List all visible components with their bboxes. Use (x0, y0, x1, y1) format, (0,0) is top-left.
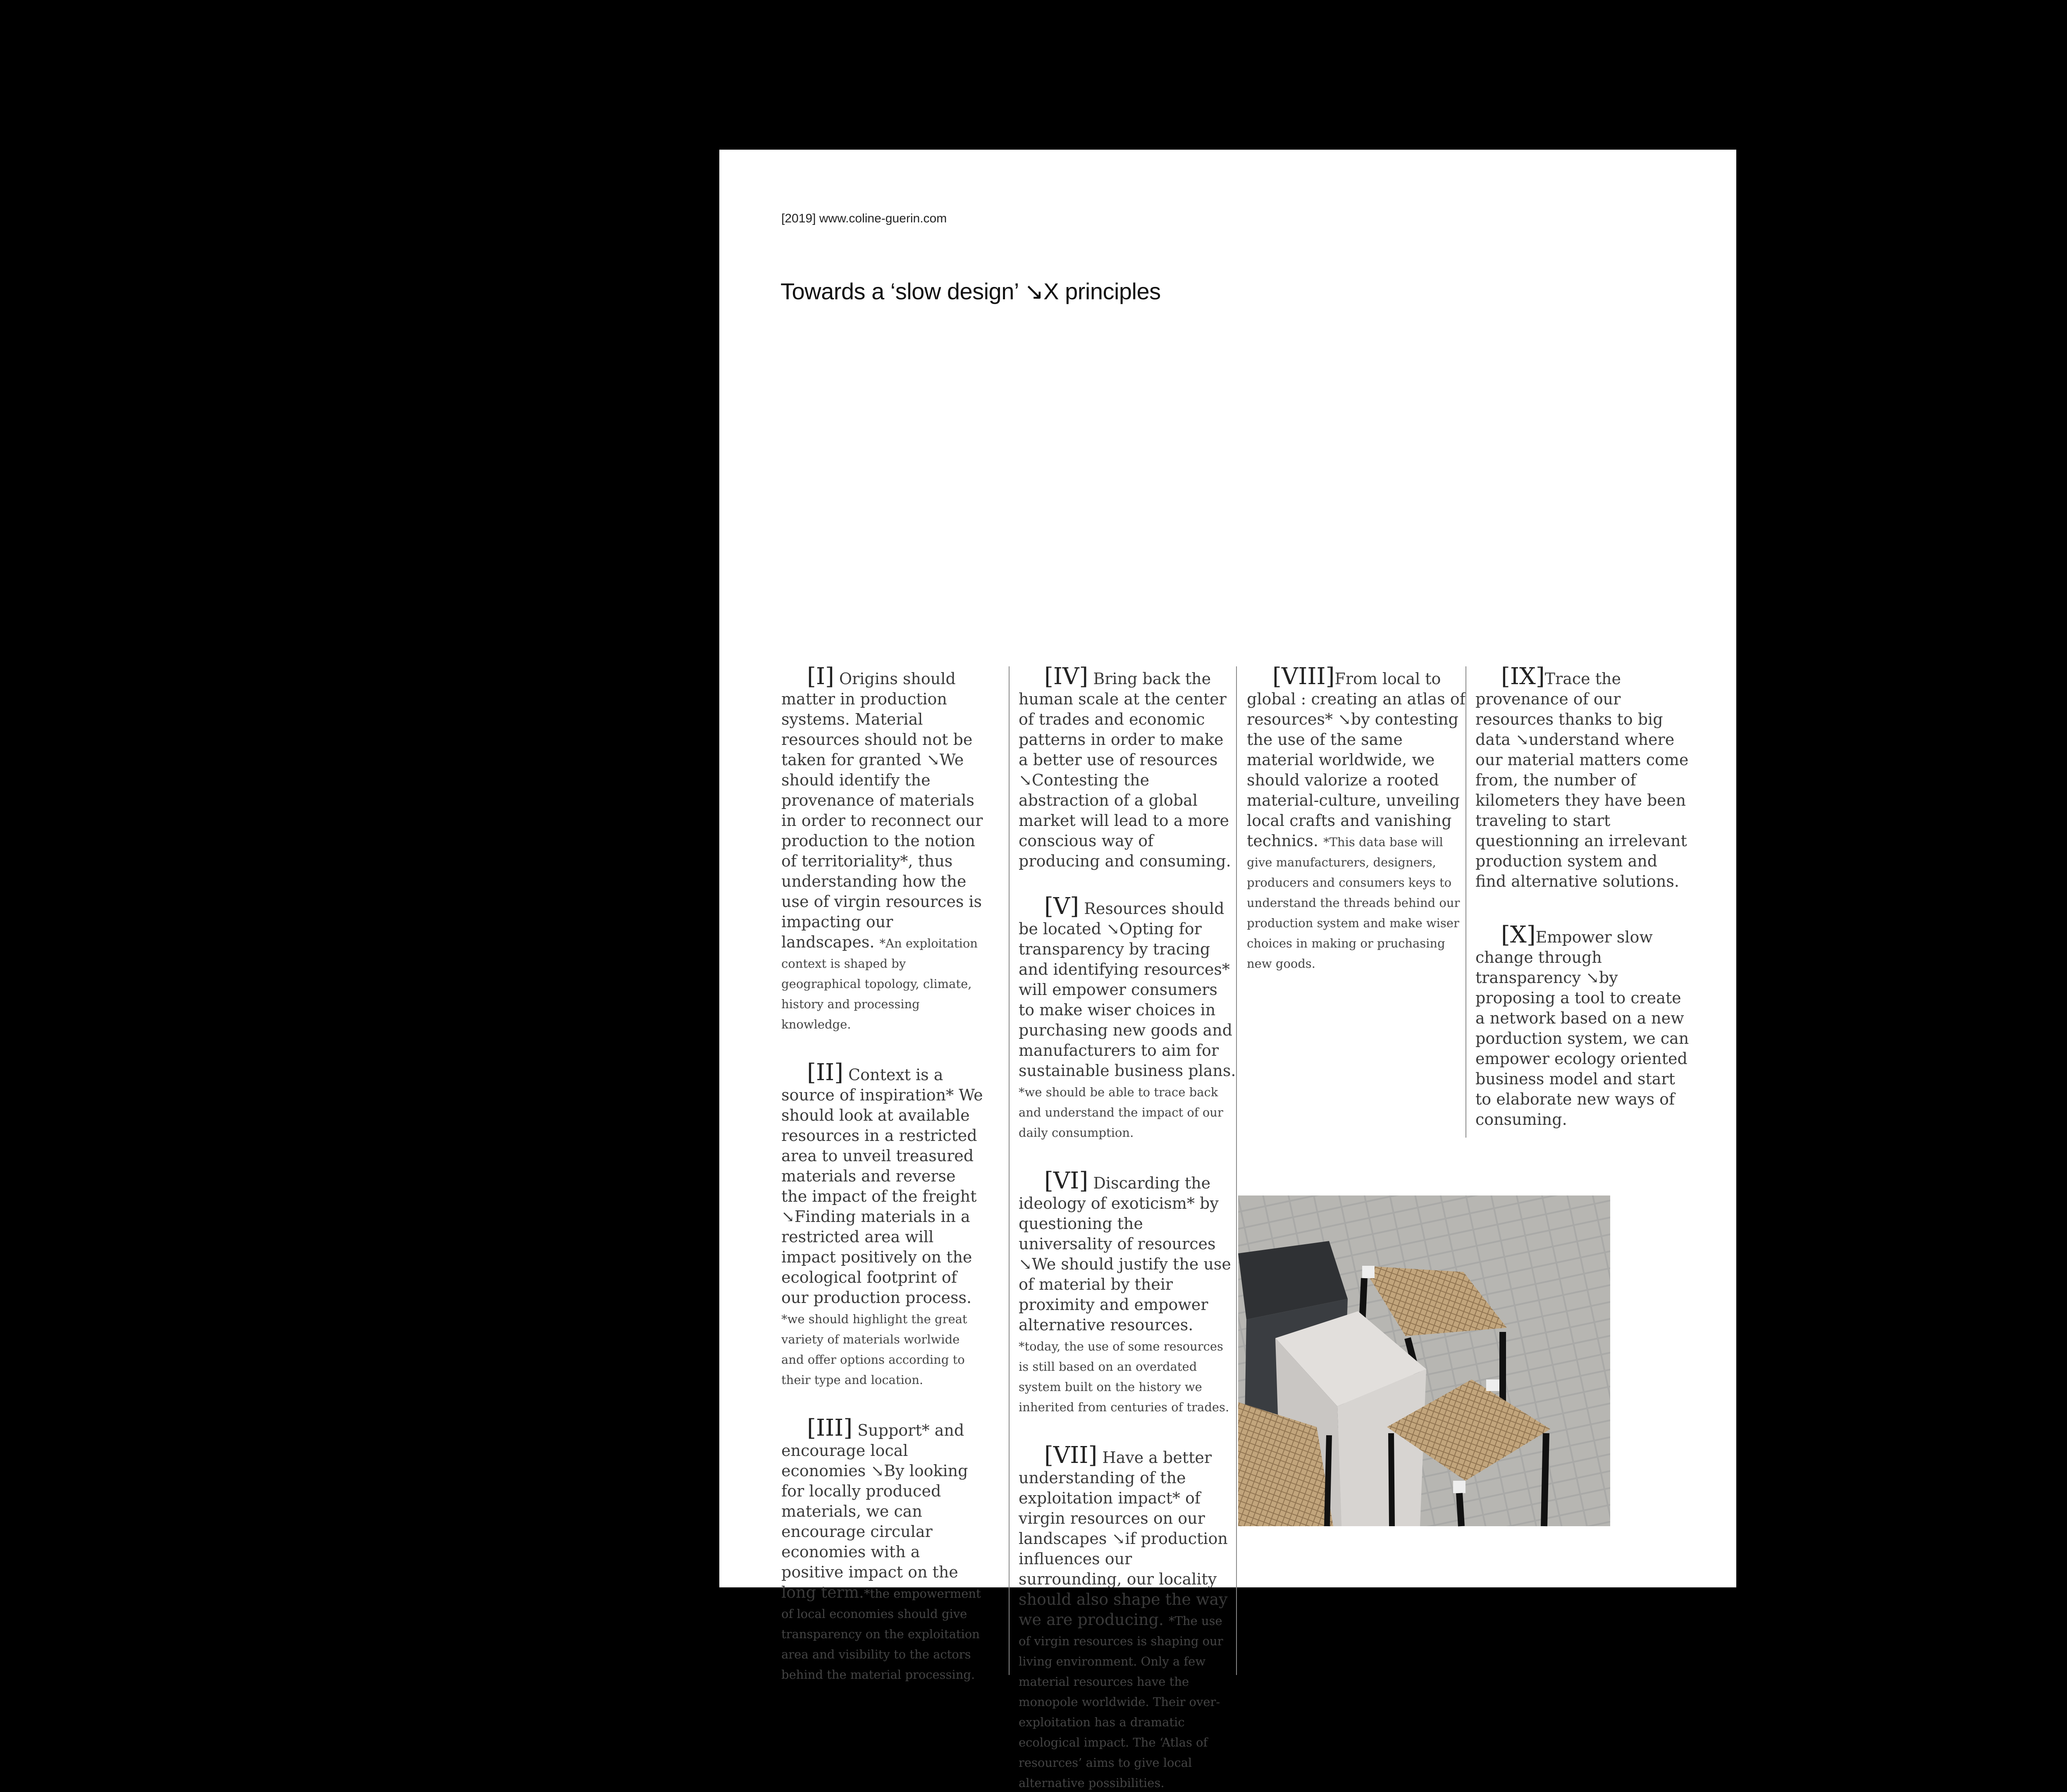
principle-7 (1019, 1442, 1236, 1792)
principle-6 (1019, 1167, 1236, 1416)
principle-2 (781, 1059, 984, 1389)
principle-footnote: *the empowerment of local economies should give transparency on the exploitation area and visibility to the actors behind the material processing. (781, 1587, 981, 1682)
principle-numeral: [V] (1044, 893, 1079, 920)
principle-9 (1475, 663, 1691, 892)
principle-numeral: [VIII] (1272, 663, 1335, 690)
column-1 (781, 663, 984, 1682)
principle-text: Bring back the human scale at the center of trades and economic patterns in order to make a better use of resources ↘Contesting the abstraction of a global market will lead to a more conscious way of producing and consuming. (1019, 670, 1231, 870)
principle-text: From local to global : creating an atlas of resources* ↘by contesting the use of the same material worldwide, we should valorize a rooted material-culture, unveiling local crafts and vanishing technics. (1247, 670, 1466, 850)
document-page (719, 150, 1736, 1790)
principle-text: Support* and encourage local economies ↘By looking for locally produced materials, we can encourage circular economies with a positive impact on the long term. (781, 1421, 968, 1601)
principle-numeral: [X] (1501, 921, 1536, 948)
principle-text: Context is a source of inspiration* We should look at available resources in a restricted area to unveil treasured materials and reverse the impact of the freight ↘Finding materials in a restricted area will impact positively on the ecological footprint of our production process. (781, 1066, 983, 1307)
principle-footnote: *we should be able to trace back and understand the impact of our daily consumption. (1019, 1085, 1223, 1140)
principle-8 (1247, 663, 1466, 973)
column-2 (1009, 663, 1236, 1790)
principle-footnote: *An exploitation context is shaped by geographical topology, climate, history and processing knowledge. (781, 936, 978, 1031)
principle-numeral: [IV] (1044, 663, 1088, 690)
year-and-website: [2019] www.coline-guerin.com (781, 212, 947, 225)
principle-3 (781, 1415, 984, 1684)
principle-4 (1019, 663, 1236, 871)
principle-text: Resources should be located ↘Opting for transparency by tracing and identifying resources* will empower consumers to make wiser choices in purchasing new goods and manufacturers to aim for sustainable business plans. (1019, 900, 1236, 1080)
principle-footnote: *This data base will give manufacturers, designers, producers and consumers keys to understand the threads behind our production system and make wiser choices in making or pruchasing new goods. (1247, 835, 1460, 971)
principle-numeral: [IX] (1501, 663, 1545, 690)
principle-text: Empower slow change through transparency ↘by proposing a tool to create a network based on a new porduction system, we can empower ecology oriented business model and start to elaborate new ways of consuming. (1475, 928, 1689, 1129)
principle-footnote: *we should highlight the great variety of materials worlwide and offer options according to their type and location. (781, 1312, 967, 1387)
page-title: Towards a ‘slow design’ ↘X principles (780, 278, 1161, 304)
principle-10 (1475, 921, 1691, 1130)
principle-numeral: [III] (807, 1415, 853, 1441)
principle-5 (1019, 893, 1236, 1142)
principle-numeral: [II] (807, 1059, 843, 1086)
stools-photo (1238, 1195, 1610, 1526)
principle-text: Origins should matter in production systems. Material resources should not be taken for granted ↘We should identify the provenance of materials in order to reconnect our production to the notion of territoriality*, thus understanding how the use of virgin resources is impacting our landscapes. (781, 670, 983, 951)
principle-footnote: *The use of virgin resources is shaping our living environment. Only a few material resources have the monopole worldwide. Their over-exploitation has a dramatic ecological impact. The ‘Atlas of resources’ aims to give local alternative possibilities. (1019, 1614, 1223, 1790)
principle-text: Discarding the ideology of exoticism* by questioning the universality of resources ↘We should justify the use of material by their proximity and empower alternative resources. (1019, 1174, 1231, 1334)
principle-numeral: [VI] (1044, 1167, 1088, 1194)
column-4 (1466, 663, 1691, 1138)
principle-numeral: [VII] (1044, 1442, 1098, 1469)
principle-text: Trace the provenance of our resources thanks to big data ↘understand where our material matters come from, the number of kilometers they have been traveling to start questionning an irrelevant production system and find alternative solutions. (1475, 670, 1689, 890)
principle-text: Have a better understanding of the exploitation impact* of virgin resources on our landscapes ↘if production influences our surrounding, our locality should also shape the way we are producing. (1019, 1448, 1228, 1629)
principle-footnote: *today, the use of some resources is still based on an overdated system built on the history we inherited from centuries of trades. (1019, 1339, 1229, 1414)
principle-1 (781, 663, 984, 1033)
principle-numeral: [I] (807, 663, 834, 690)
